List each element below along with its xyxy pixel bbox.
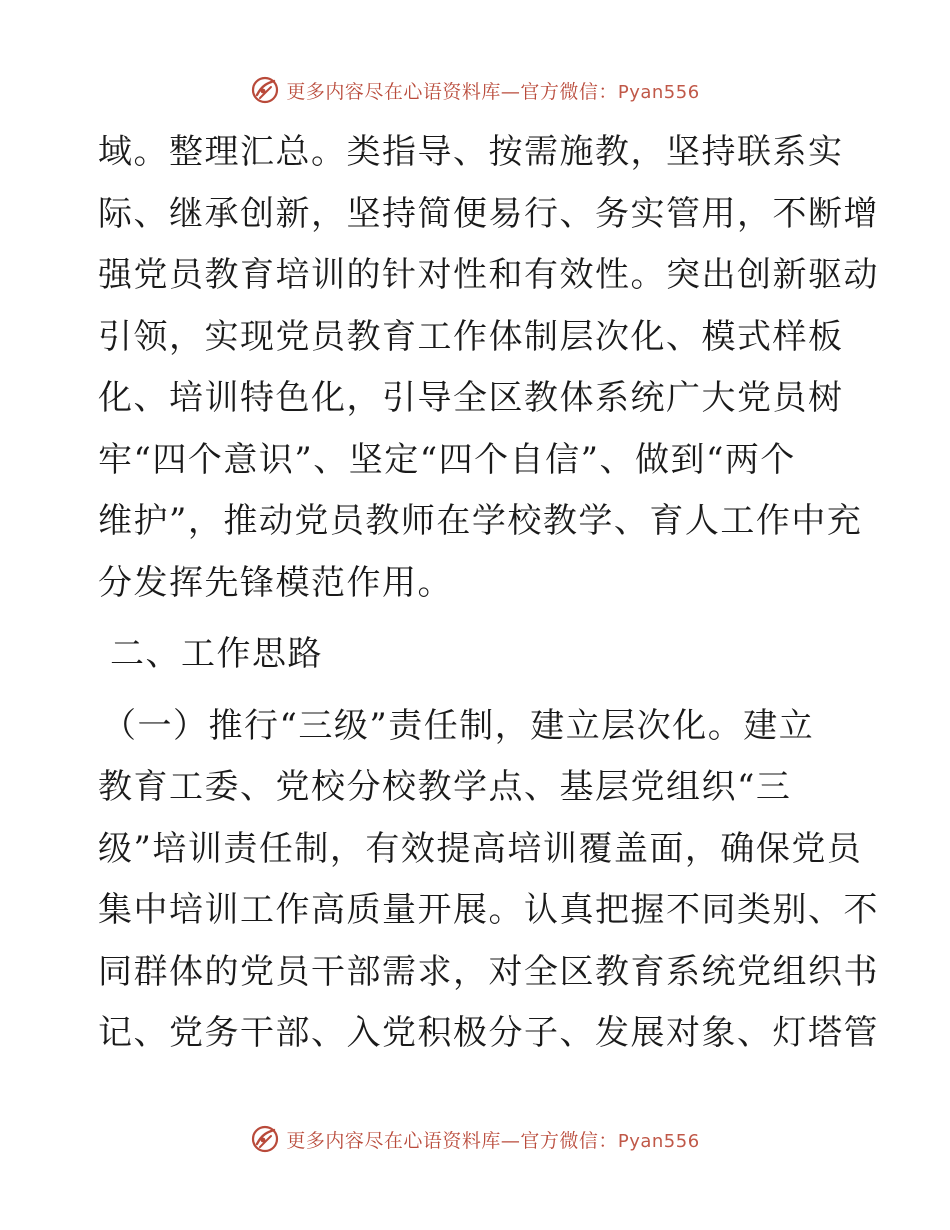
text-line: 维护”，推动党员教师在学校教学、育人工作中充 <box>98 501 863 541</box>
text-line: 记、党务干部、入党积极分子、发展对象、灯塔管 <box>98 1013 879 1053</box>
paragraph-2 <box>98 696 879 1065</box>
watermark-text <box>286 77 699 104</box>
text-line: （一）推行“三级”责任制，建立层次化。建立 <box>102 705 815 746</box>
paragraph-1 <box>98 122 879 614</box>
text-line: 教育工委、党校分校教学点、基层党组织“三 <box>98 767 792 807</box>
document-body <box>98 122 879 1065</box>
brand-logo-icon <box>250 1124 280 1154</box>
text-line: 分发挥先锋模范作用。 <box>98 562 453 603</box>
footer-watermark <box>0 1121 950 1157</box>
watermark-dash: — <box>500 80 521 103</box>
watermark-wechat-label: 官方微信： <box>520 1129 618 1152</box>
watermark-wechat-label: 官方微信： <box>520 80 618 103</box>
watermark-dash: — <box>500 1129 521 1152</box>
text-line: 同群体的党员干部需求，对全区教育系统党组织书 <box>98 951 879 992</box>
text-line: 域。整理汇总。类指导、按需施教，坚持联系实 <box>98 132 844 172</box>
text-line: 牢“四个意识”、坚定“四个自信”、做到“两个 <box>98 439 796 480</box>
text-line: 强党员教育培训的针对性和有效性。突出创新驱动 <box>98 255 879 295</box>
text-line: 引领，实现党员教育工作体制层次化、模式样板 <box>98 316 844 357</box>
watermark-wechat-id: Pyan556 <box>617 81 700 103</box>
text-line: 际、继承创新，坚持简便易行、务实管用，不断增 <box>98 193 879 234</box>
header-watermark <box>0 72 950 108</box>
watermark-wechat-id: Pyan556 <box>617 1130 700 1152</box>
section-heading: 二、工作思路 <box>110 634 323 674</box>
text-line: 级”培训责任制，有效提高培训覆盖面，确保党员 <box>98 828 863 869</box>
watermark-text <box>286 1126 699 1153</box>
watermark-brand: 更多内容尽在心语资料库 <box>286 1129 501 1152</box>
text-line: 集中培训工作高质量开展。认真把握不同类别、不 <box>98 890 879 930</box>
watermark-brand: 更多内容尽在心语资料库 <box>286 80 501 103</box>
text-line: 化、培训特色化，引导全区教体系统广大党员树 <box>98 378 844 418</box>
brand-logo-icon <box>250 75 280 105</box>
